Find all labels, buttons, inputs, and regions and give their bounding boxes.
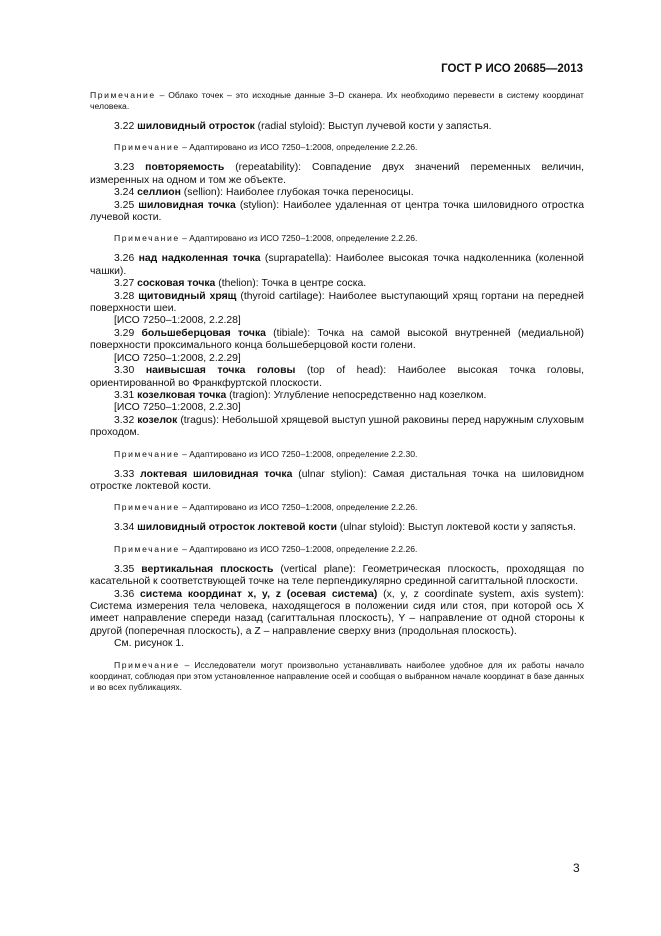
page-number: 3 (573, 861, 580, 875)
note: Примечание – Адаптировано из ИСО 7250–1:2008, определение 2.2.26. (114, 233, 418, 244)
term-definition: 3.35 вертикальная плоскость (vertical plane): Геометрическая плоскость, проходящая по касательной к соответствующей точке на теле перпендикулярно срединной сагиттальной плоскости. (90, 563, 584, 588)
term-definition: 3.27 сосковая точка (thelion): Точка в центре соска. (114, 278, 367, 290)
term-definition: 3.36 система координат x, y, z (осевая система) (x, y, z coordinate system, axis system): Система измерения тела человека, находящегося в положении сидя или стоя, при которой ось X имеет направление спереди назад (сагиттальная плоскость), Y – направление от одной стороны к другой (поперечная плоскость), а Z – направление сверху вниз (продольная плоскость). (90, 588, 584, 637)
term-definition: 3.34 шиловидный отросток локтевой кости (ulnar styloid): Выступ локтевой кости у запястья. (114, 522, 576, 534)
reference: [ИСО 7250–1:2008, 2.2.29] (114, 352, 241, 364)
document-code: ГОСТ Р ИСО 20685—2013 (441, 63, 583, 75)
note: Примечание – Облако точек – это исходные данные 3–D сканера. Их необходимо перевести в систему координат человека. (90, 90, 584, 111)
term-definition: 3.24 селлион (sellion): Наиболее глубокая точка переносицы. (114, 187, 414, 199)
term-definition: 3.22 шиловидный отросток (radial styloid): Выступ лучевой кости у запястья. (114, 121, 492, 132)
term-definition: 3.23 повторяемость (repeatability): Совпадение двух значений переменных величин, измеренных на одном и том же объекте. (90, 162, 584, 186)
note: Примечание – Адаптировано из ИСО 7250–1:2008, определение 2.2.26. (114, 502, 418, 513)
figure-reference: См. рисунок 1. (114, 638, 185, 650)
term-definition: 3.29 большеберцовая точка (tibiale): Точка на самой высокой внутренней (медиальной) поверхности проксимального конца большеберцовой кости голени. (90, 327, 584, 352)
term-definition: 3.33 локтевая шиловидная точка (ulnar stylion): Самая дистальная точка на шиловидном отростке локтевой кости. (90, 468, 584, 492)
term-definition: 3.31 козелковая точка (tragion): Углубление непосредственно над козелком. (114, 389, 487, 401)
note: Примечание – Адаптировано из ИСО 7250–1:2008, определение 2.2.26. (114, 543, 418, 554)
term-definition: 3.25 шиловидная точка (stylion): Наиболее удаленная от центра точка шиловидного отростка лучевой кости. (90, 199, 584, 224)
document-body (90, 90, 584, 693)
reference: [ИСО 7250–1:2008, 2.2.30] (114, 402, 241, 414)
note: Примечание – Адаптировано из ИСО 7250–1:2008, определение 2.2.30. (114, 448, 418, 459)
term-definition: 3.26 над надколенная точка (suprapatella): Наиболее высокая точка надколенника (коленной чашки). (90, 253, 584, 277)
reference: [ИСО 7250–1:2008, 2.2.28] (114, 315, 241, 327)
note: Примечание – Исследователи могут произвольно устанавливать наиболее удобное для их работы начало координат, соблюдая при этом установленное направление осей и сообщая о выбранном начале координат в базе данных и во всех публикациях. (90, 659, 584, 692)
note: Примечание – Адаптировано из ИСО 7250–1:2008, определение 2.2.26. (114, 142, 418, 153)
term-definition: 3.32 козелок (tragus): Небольшой хрящевой выступ ушной раковины перед наружным слуховым проходом. (90, 414, 584, 439)
term-definition: 3.28 щитовидный хрящ (thyroid cartilage): Наиболее выступающий хрящ гортани на передней поверхности шеи. (90, 290, 584, 315)
term-definition: 3.30 наивысшая точка головы (top of head): Наиболее высокая точка головы, ориентированной во Франкфуртской плоскости. (90, 365, 584, 389)
